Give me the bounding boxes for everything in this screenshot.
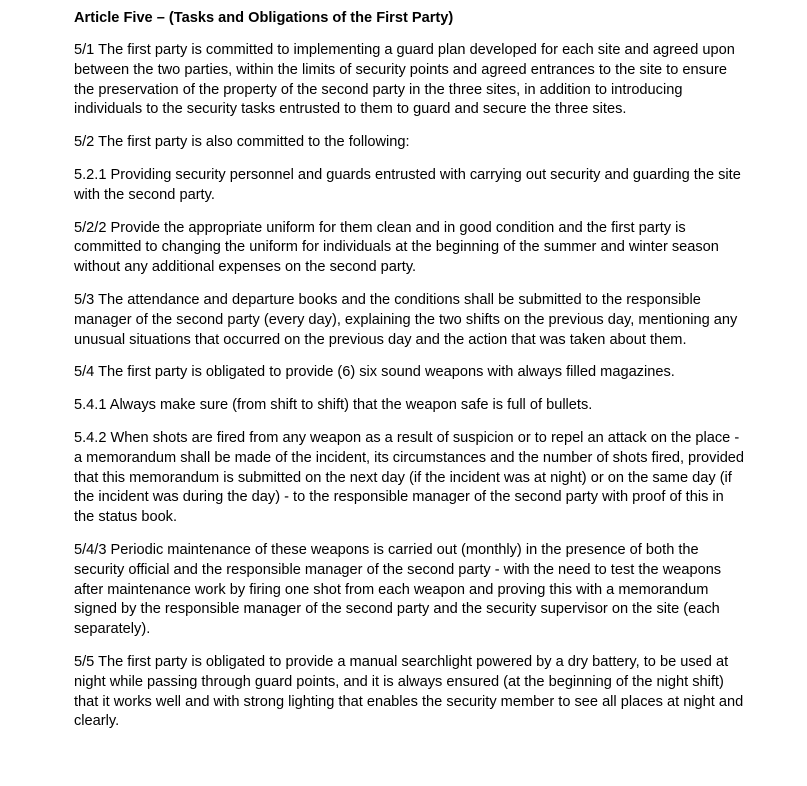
clause-5-2: 5/2 The first party is also committed to the following: (74, 134, 410, 151)
clause-5-4: 5/4 The first party is obligated to provide (6) six sound weapons with always filled magazines. (74, 364, 675, 381)
clause-5-3: 5/3 The attendance and departure books and the conditions shall be submitted to the responsible manager of the second party (every day), explaining the two shifts on the previous day, mentioning any unusual situations that occurred on the previous day and the action that was taken about them. (74, 291, 738, 348)
clause-5-1: 5/1 The first party is committed to implementing a guard plan developed for each site and agreed upon between the two parties, within the limits of security points and agreed entrances to the site to ensure the preservation of the property of the second party in the three sites, in addition to introducing individuals to the security tasks entrusted to them to guard and secure the three sites. (74, 42, 735, 118)
clause-5-4-2: 5.4.2 When shots are fired from any weapon as a result of suspicion or to repel an attack on the place - a memorandum shall be made of the incident, its circumstances and the number of shots fired, provided that this memorandum is submitted on the next day (if the incident was at night) or on the same day (if the incident was during the day) - to the responsible manager of the second party with proof of this in the status book. (74, 429, 745, 526)
clause-5-5: 5/5 The first party is obligated to provide a manual searchlight powered by a dry battery, to be used at night while passing through guard points, and it is always ensured (at the beginning of the night shift) that it works well and with strong lighting that enables the security member to see all places at night and clearly. (74, 653, 744, 730)
clause-5-4-3: 5/4/3 Periodic maintenance of these weapons is carried out (monthly) in the presence of both the security official and the responsible manager of the second party - with the need to test the weapons after maintenance work by firing one shot from each weapon and proving this with a memorandum signed by the responsible manager of the second party and the security supervisor on the site (each separately). (74, 541, 722, 638)
clause-5-2-1: 5.2.1 Providing security personnel and guards entrusted with carrying out security and guarding the site with the second party. (74, 166, 741, 203)
clause-5-4-1: 5.4.1 Always make sure (from shift to shift) that the weapon safe is full of bullets. (74, 397, 593, 414)
clause-5-2-2: 5/2/2 Provide the appropriate uniform for them clean and in good condition and the first party is committed to changing the uniform for individuals at the beginning of the summer and winter season without any additional expenses on the second party. (74, 219, 719, 276)
article-title: Article Five – (Tasks and Obligations of the First Party) (74, 10, 454, 26)
